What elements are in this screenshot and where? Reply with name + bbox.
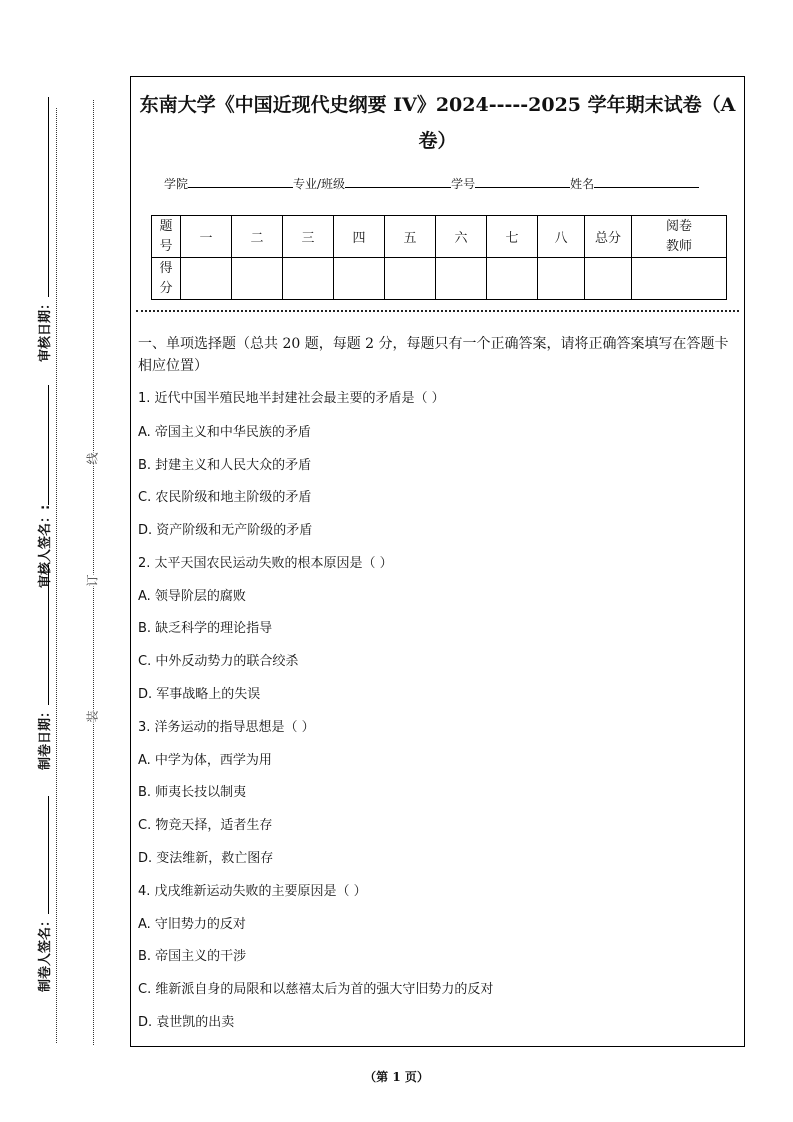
score-col-total: 总分 bbox=[585, 216, 632, 258]
gutter-ding: 订 bbox=[85, 574, 100, 587]
score-col: 七 bbox=[487, 216, 538, 258]
question-option: A. 守旧势力的反对 bbox=[138, 917, 246, 932]
question-option: C. 中外反动势力的联合绞杀 bbox=[138, 654, 299, 669]
exam-title-line2: 卷） bbox=[418, 130, 457, 152]
college-label: 学院 bbox=[164, 177, 189, 191]
name-field[interactable] bbox=[594, 187, 699, 188]
question-option: B. 封建主义和人民大众的矛盾 bbox=[138, 458, 312, 473]
question-option: C. 农民阶级和地主阶级的矛盾 bbox=[138, 490, 312, 505]
score-cell-total[interactable] bbox=[585, 258, 632, 300]
score-cell[interactable] bbox=[436, 258, 487, 300]
score-col-reviewer: 阅卷 教师 bbox=[632, 216, 727, 258]
score-col: 八 bbox=[538, 216, 585, 258]
score-cell[interactable] bbox=[385, 258, 436, 300]
score-col: 一 bbox=[181, 216, 232, 258]
question-option: A. 中学为体，西学为用 bbox=[138, 753, 272, 768]
student-info-line bbox=[164, 175, 699, 192]
question-option: C. 物竞天择，适者生存 bbox=[138, 818, 273, 833]
student-id-label: 学号 bbox=[451, 177, 476, 191]
score-col: 二 bbox=[232, 216, 283, 258]
maker-sign-label: 制卷人签名： bbox=[34, 796, 53, 992]
score-cell-reviewer[interactable] bbox=[632, 258, 727, 300]
question-stem: 1. 近代中国半殖民地半封建社会最主要的矛盾是（ ） bbox=[138, 391, 445, 406]
score-cell[interactable] bbox=[283, 258, 334, 300]
question-option: B. 师夷长技以制夷 bbox=[138, 785, 247, 800]
score-table-score-row bbox=[152, 258, 727, 300]
question-option: B. 帝国主义的干涉 bbox=[138, 949, 247, 964]
score-cell[interactable] bbox=[232, 258, 283, 300]
exam-frame bbox=[130, 76, 745, 1047]
binding-line-left bbox=[56, 108, 57, 1043]
score-col: 三 bbox=[283, 216, 334, 258]
score-cell[interactable] bbox=[538, 258, 585, 300]
score-cell[interactable] bbox=[334, 258, 385, 300]
major-label: 专业/班级 bbox=[293, 177, 346, 191]
question-option: D. 袁世凯的出卖 bbox=[138, 1015, 235, 1030]
name-label: 姓名 bbox=[570, 177, 595, 191]
score-cell[interactable] bbox=[181, 258, 232, 300]
score-col: 四 bbox=[334, 216, 385, 258]
college-field[interactable] bbox=[188, 187, 293, 188]
question-stem: 2. 太平天国农民运动失败的根本原因是（ ） bbox=[138, 556, 393, 571]
question-option: D. 军事战略上的失误 bbox=[138, 687, 261, 702]
question-stem: 3. 洋务运动的指导思想是（ ） bbox=[138, 720, 315, 735]
score-cell[interactable] bbox=[487, 258, 538, 300]
score-row-label: 得 分 bbox=[152, 258, 181, 300]
section-instruction: 一、单项选择题（总共 20 题，每题 2 分，每题只有一个正确答案，请将正确答案填写在答题卡相应位置） bbox=[138, 336, 729, 374]
gutter-zhuang: 装 bbox=[85, 710, 100, 723]
question-option: D. 变法维新，救亡图存 bbox=[138, 851, 274, 866]
major-field[interactable] bbox=[345, 187, 451, 188]
question-option: D. 资产阶级和无产阶级的矛盾 bbox=[138, 523, 313, 538]
student-id-field[interactable] bbox=[475, 187, 570, 188]
gutter-xian: 线 bbox=[85, 452, 100, 465]
maker-date-label: 制卷日期： bbox=[34, 565, 53, 770]
question-option: A. 领导阶层的腐败 bbox=[138, 589, 246, 604]
binding-line-right bbox=[93, 100, 94, 1045]
separator-dotted-line bbox=[136, 310, 739, 312]
question-option: A. 帝国主义和中华民族的矛盾 bbox=[138, 425, 311, 440]
score-table bbox=[151, 215, 727, 300]
score-head-label: 题 号 bbox=[152, 216, 181, 258]
score-col: 五 bbox=[385, 216, 436, 258]
reviewer-date-label: 审核日期： bbox=[34, 97, 53, 362]
score-col: 六 bbox=[436, 216, 487, 258]
exam-title-line1: 东南大学《中国近现代史纲要 IV》2024-----2025 学年期末试卷（A bbox=[139, 94, 736, 116]
question-option: B. 缺乏科学的理论指导 bbox=[138, 621, 273, 636]
score-table-header-row bbox=[152, 216, 727, 258]
question-stem: 4. 戊戌维新运动失败的主要原因是（ ） bbox=[138, 884, 367, 899]
reviewer-sign-label: 审核人签名：: bbox=[34, 385, 53, 588]
question-option: C. 维新派自身的局限和以慈禧太后为首的强大守旧势力的反对 bbox=[138, 982, 494, 997]
exam-title bbox=[131, 87, 744, 159]
page-number: （第 1 页） bbox=[364, 1070, 429, 1084]
